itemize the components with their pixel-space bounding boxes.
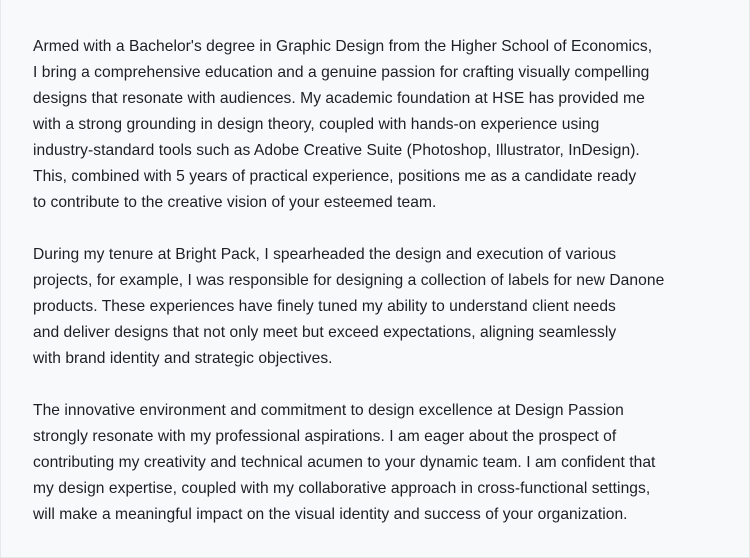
text-line: with a strong grounding in design theory, coupled with hands-on experience using bbox=[33, 116, 600, 133]
text-line: will make a meaningful impact on the visual identity and success of your organization. bbox=[33, 506, 628, 523]
paragraph-experience bbox=[33, 242, 729, 372]
text-line: with brand identity and strategic objectives. bbox=[33, 350, 333, 367]
text-line: This, combined with 5 years of practical experience, positions me as a candidate ready bbox=[33, 168, 637, 185]
paragraph-education bbox=[33, 34, 729, 216]
text-line: I bring a comprehensive education and a genuine passion for crafting visually compelling bbox=[33, 64, 650, 81]
paragraph-motivation bbox=[33, 398, 729, 528]
text-line: strongly resonate with my professional aspirations. I am eager about the prospect of bbox=[33, 428, 617, 445]
text-line: contributing my creativity and technical acumen to your dynamic team. I am confident that bbox=[33, 454, 656, 471]
text-line: During my tenure at Bright Pack, I spearheaded the design and execution of various bbox=[33, 246, 617, 263]
text-line: designs that resonate with audiences. My academic foundation at HSE has provided me bbox=[33, 90, 645, 107]
text-line: my design expertise, coupled with my collaborative approach in cross-functional settings, bbox=[33, 480, 651, 497]
text-line: The innovative environment and commitment to design excellence at Design Passion bbox=[33, 402, 624, 419]
text-line: projects, for example, I was responsible for designing a collection of labels for new Danone bbox=[33, 272, 665, 289]
text-line: products. These experiences have finely tuned my ability to understand client needs bbox=[33, 298, 616, 315]
text-line: industry-standard tools such as Adobe Creative Suite (Photoshop, Illustrator, InDesign). bbox=[33, 142, 640, 159]
text-line: Armed with a Bachelor's degree in Graphic Design from the Higher School of Economics, bbox=[33, 38, 653, 55]
text-line: to contribute to the creative vision of your esteemed team. bbox=[33, 194, 437, 211]
text-line: and deliver designs that not only meet but exceed expectations, aligning seamlessly bbox=[33, 324, 617, 341]
